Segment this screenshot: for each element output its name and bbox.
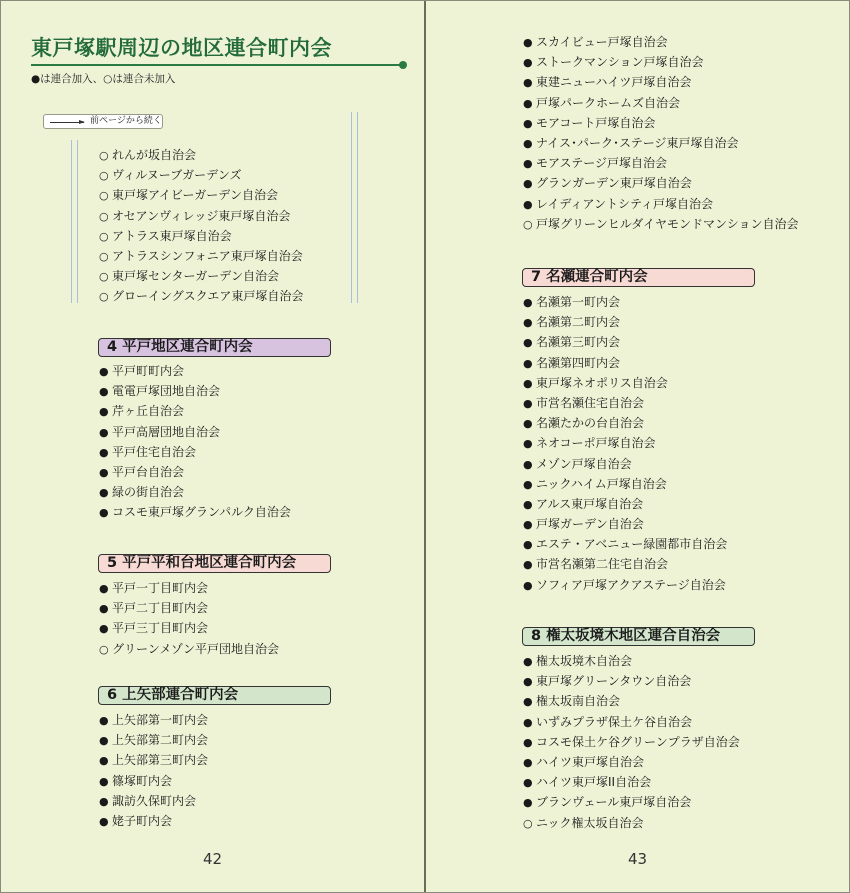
member-filled-circle-icon: ● (523, 336, 533, 350)
nonmember-open-circle-icon: ○ (99, 209, 109, 223)
section-5-header: 5 平戸平和台地区連合町内会 (98, 554, 331, 573)
list-item (523, 732, 740, 752)
list-item-name: ハイツ東戸塚II自治会 (536, 775, 652, 790)
list-item-name: 市営名瀬住宅自治会 (536, 395, 645, 410)
member-filled-circle-icon: ● (523, 177, 533, 191)
list-item-name: 上矢部第一町内会 (112, 713, 209, 727)
list-item (523, 413, 727, 433)
section-7-list (523, 292, 727, 595)
section-8-header: 8 権太坂境木地区連合自治会 (522, 627, 755, 646)
list-item (99, 482, 291, 502)
list-item (99, 422, 291, 442)
member-filled-circle-icon: ● (99, 405, 109, 419)
list-item-name: 緑の街自治会 (112, 485, 185, 500)
list-item-name: オセアンヴィレッジ東戸塚自治会 (112, 208, 291, 223)
list-item-name: 名瀬第四町内会 (536, 355, 621, 370)
member-filled-circle-icon: ● (523, 578, 533, 592)
member-filled-circle-icon: ● (523, 316, 533, 330)
list-item (99, 361, 291, 381)
member-filled-circle-icon: ● (523, 116, 533, 130)
member-filled-circle-icon: ● (523, 655, 533, 668)
member-filled-circle-icon: ● (99, 714, 109, 727)
list-item-name: 市営名瀬第二住宅自治会 (536, 557, 669, 572)
page-number: 43 (628, 850, 648, 868)
member-filled-circle-icon: ● (523, 518, 533, 532)
member-filled-circle-icon: ● (523, 376, 533, 390)
member-filled-circle-icon: ● (523, 497, 533, 511)
list-item-name: メゾン戸塚自治会 (536, 456, 632, 471)
list-item-name: ニックハイム戸塚自治会 (536, 476, 667, 491)
list-item-name: ナイス･パーク･ステージ東戸塚自治会 (536, 135, 739, 150)
list-item (523, 534, 727, 554)
list-item-name: 芹ヶ丘自治会 (112, 404, 185, 419)
list-item-name: アルス東戸塚自治会 (536, 496, 644, 511)
list-item (523, 651, 740, 671)
member-filled-circle-icon: ● (99, 465, 109, 479)
section-6-header: 6 上矢部連合町内会 (98, 686, 331, 705)
list-item (99, 502, 291, 522)
continued-label (43, 114, 163, 129)
list-item (523, 772, 740, 792)
nonmember-open-circle-icon: ○ (99, 270, 109, 284)
nonmember-open-circle-icon: ○ (99, 229, 109, 243)
section-5-list (99, 578, 279, 659)
member-filled-circle-icon: ● (523, 96, 533, 110)
section-4-header: 4 平戸地区連合町内会 (98, 338, 331, 357)
member-filled-circle-icon: ● (99, 445, 109, 459)
list-item (523, 494, 727, 514)
title-rule (31, 64, 403, 66)
list-item-name: モアステージ戸塚自治会 (536, 156, 668, 171)
list-item-name: 電電戸塚団地自治会 (112, 384, 221, 399)
list-item-name: ヴィルヌーブガーデンズ (112, 168, 242, 183)
member-filled-circle-icon: ● (523, 735, 533, 749)
member-filled-circle-icon: ● (523, 396, 533, 410)
list-item (99, 381, 291, 401)
list-item-name: 名瀬第一町内会 (536, 295, 621, 309)
member-filled-circle-icon: ● (99, 622, 109, 636)
list-item (523, 32, 799, 52)
member-filled-circle-icon: ● (523, 477, 533, 491)
list-item-name: 名瀬第三町内会 (536, 335, 621, 350)
member-filled-circle-icon: ● (99, 582, 109, 595)
list-item (99, 206, 303, 226)
page-number: 42 (203, 850, 223, 868)
list-item-name: 平戸三丁目町内会 (112, 621, 209, 636)
list-item (523, 292, 727, 312)
member-filled-circle-icon: ● (523, 715, 533, 729)
list-item (523, 214, 799, 234)
member-filled-circle-icon: ● (523, 695, 533, 709)
list-item-name: 東戸塚センターガーデン自治会 (112, 269, 280, 284)
list-item (99, 185, 303, 205)
right-page (425, 0, 850, 893)
list-item (523, 312, 727, 332)
member-filled-circle-icon: ● (99, 425, 109, 439)
list-item-name: モアコート戸塚自治会 (536, 115, 656, 130)
member-filled-circle-icon: ● (523, 417, 533, 431)
list-item-name: 上矢部第三町内会 (112, 753, 209, 768)
list-item (99, 286, 303, 306)
arrow-right-icon (50, 122, 84, 123)
list-item-name: エステ・アベニュー緑園都市自治会 (536, 537, 728, 552)
list-item-name: アトラスシンフォニア東戸塚自治会 (112, 248, 303, 263)
side-band (351, 112, 358, 303)
list-item-name: アトラス東戸塚自治会 (112, 228, 232, 243)
list-item (523, 792, 740, 812)
list-item (523, 813, 740, 833)
list-item-name: レイディアントシティ戸塚自治会 (536, 196, 714, 211)
list-item (99, 730, 208, 750)
member-filled-circle-icon: ● (523, 76, 533, 90)
member-filled-circle-icon: ● (523, 755, 533, 769)
list-item (523, 353, 727, 373)
side-band (71, 140, 78, 303)
list-item (99, 442, 291, 462)
list-item (99, 226, 303, 246)
list-item-name: 姥子町内会 (112, 813, 173, 828)
list-item (99, 578, 279, 598)
member-filled-circle-icon: ● (523, 356, 533, 370)
member-filled-circle-icon: ● (523, 36, 533, 49)
list-item-name: ストークマンション戸塚自治会 (536, 55, 704, 70)
list-item (99, 750, 208, 770)
list-item (523, 393, 727, 413)
list-item (99, 639, 279, 659)
list-item-name: グランガーデン東戸塚自治会 (536, 176, 692, 191)
list-item (523, 72, 799, 92)
member-filled-circle-icon: ● (99, 506, 109, 520)
member-filled-circle-icon: ● (523, 437, 533, 451)
list-item-name: ハイツ東戸塚自治会 (536, 754, 645, 769)
list-item (523, 173, 799, 193)
list-item-name: 平戸台自治会 (112, 464, 185, 479)
continued-text: 前ページから続く (90, 116, 162, 126)
list-item-name: 篠塚町内会 (112, 773, 173, 788)
list-item (523, 671, 740, 691)
list-item-name: 東戸塚ネオポリス自治会 (536, 375, 668, 390)
list-item (523, 712, 740, 732)
list-item-name: コスモ東戸塚グランパルク自治会 (112, 505, 291, 520)
list-item-name: 戸塚グリーンヒルダイヤモンドマンション自治会 (536, 216, 799, 231)
member-filled-circle-icon: ● (523, 675, 533, 689)
list-item-name: 東建ニューハイツ戸塚自治会 (536, 75, 692, 90)
nonmember-open-circle-icon: ○ (99, 169, 109, 183)
nonmember-open-circle-icon: ○ (99, 290, 109, 304)
list-item-name: 権太坂南自治会 (536, 694, 621, 709)
list-item (99, 462, 291, 482)
nonmember-open-circle-icon: ○ (99, 249, 109, 263)
list-item-name: 戸塚パークホームズ自治会 (536, 95, 681, 110)
list-item-name: 平戸住宅自治会 (112, 444, 197, 459)
member-filled-circle-icon: ● (523, 796, 533, 810)
list-item (99, 145, 303, 165)
list-item (523, 752, 740, 772)
section-6-list (99, 710, 208, 831)
page-title: 東戸塚駅周辺の地区連合町内会 (31, 36, 332, 60)
list-item (523, 332, 727, 352)
list-item-name: 名瀬第二町内会 (536, 315, 621, 330)
member-filled-circle-icon: ● (99, 602, 109, 616)
section-8-list (523, 651, 740, 833)
member-filled-circle-icon: ● (99, 794, 109, 808)
section-3-list (99, 145, 303, 307)
list-item-name: 諏訪久保町内会 (112, 793, 197, 808)
list-item (99, 266, 303, 286)
member-filled-circle-icon: ● (99, 365, 109, 378)
list-item (99, 618, 279, 638)
member-filled-circle-icon: ● (523, 56, 533, 70)
list-item (523, 575, 727, 595)
list-item-name: 戸塚ガーデン自治会 (536, 517, 644, 532)
member-filled-circle-icon: ● (99, 774, 109, 788)
list-item-name: 平戸二丁目町内会 (112, 601, 209, 616)
list-item (99, 710, 208, 730)
list-item (523, 153, 799, 173)
list-item (99, 246, 303, 266)
list-item-name: グローイングスクエア東戸塚自治会 (112, 289, 304, 304)
list-item-name: いずみプラザ保土ケ谷自治会 (536, 714, 693, 729)
member-filled-circle-icon: ● (523, 197, 533, 211)
list-item (99, 401, 291, 421)
list-item-name: 東戸塚グリーンタウン自治会 (536, 674, 692, 689)
list-item (99, 165, 303, 185)
member-filled-circle-icon: ● (99, 385, 109, 399)
list-item (523, 194, 799, 214)
nonmember-open-circle-icon: ○ (523, 217, 533, 231)
list-item (523, 373, 727, 393)
section-6-continued-list (523, 32, 799, 234)
list-item-name: 平戸高層団地自治会 (112, 424, 221, 439)
list-item (523, 433, 727, 453)
nonmember-open-circle-icon: ○ (99, 642, 109, 656)
list-item-name: 平戸一丁目町内会 (112, 581, 209, 595)
list-item-name: 平戸町町内会 (112, 364, 185, 378)
nonmember-open-circle-icon: ○ (523, 816, 533, 830)
list-item (523, 133, 799, 153)
list-item-name: 上矢部第二町内会 (112, 733, 209, 748)
member-filled-circle-icon: ● (99, 814, 109, 828)
list-item (523, 554, 727, 574)
member-filled-circle-icon: ● (523, 558, 533, 572)
list-item (99, 771, 208, 791)
list-item-name: ネオコーポ戸塚自治会 (536, 436, 656, 451)
list-item-name: ニック権太坂自治会 (536, 815, 644, 830)
list-item-name: スカイビュー戸塚自治会 (536, 35, 668, 49)
list-item (523, 514, 727, 534)
member-filled-circle-icon: ● (523, 457, 533, 471)
member-filled-circle-icon: ● (523, 157, 533, 171)
nonmember-open-circle-icon: ○ (99, 149, 109, 162)
section-7-header: 7 名瀬連合町内会 (522, 268, 755, 287)
list-item-name: 東戸塚アイビーガーデン自治会 (112, 188, 278, 203)
list-item-name: グリーンメゾン平戸団地自治会 (112, 641, 280, 656)
list-item (523, 691, 740, 711)
member-filled-circle-icon: ● (99, 754, 109, 768)
list-item-name: 権太坂境木自治会 (536, 654, 633, 668)
list-item-name: ソフィア戸塚アクアステージ自治会 (536, 577, 726, 592)
list-item-name: ブランヴェール東戸塚自治会 (536, 795, 692, 810)
list-item (99, 811, 208, 831)
member-filled-circle-icon: ● (523, 136, 533, 150)
list-item-name: コスモ保土ケ谷グリーンプラザ自治会 (536, 734, 740, 749)
list-item (99, 791, 208, 811)
list-item (523, 454, 727, 474)
nonmember-open-circle-icon: ○ (99, 189, 109, 203)
list-item (523, 474, 727, 494)
member-filled-circle-icon: ● (99, 486, 109, 500)
member-filled-circle-icon: ● (523, 538, 533, 552)
section-4-list (99, 361, 291, 523)
list-item (523, 113, 799, 133)
list-item (523, 93, 799, 113)
list-item-name: 名瀬たかの台自治会 (536, 416, 645, 431)
member-filled-circle-icon: ● (523, 296, 533, 309)
member-filled-circle-icon: ● (99, 734, 109, 748)
legend: ●は連合加入、○は連合未加入 (31, 73, 176, 85)
list-item (523, 52, 799, 72)
member-filled-circle-icon: ● (523, 776, 533, 790)
list-item (99, 598, 279, 618)
list-item-name: れんが坂自治会 (112, 148, 197, 162)
